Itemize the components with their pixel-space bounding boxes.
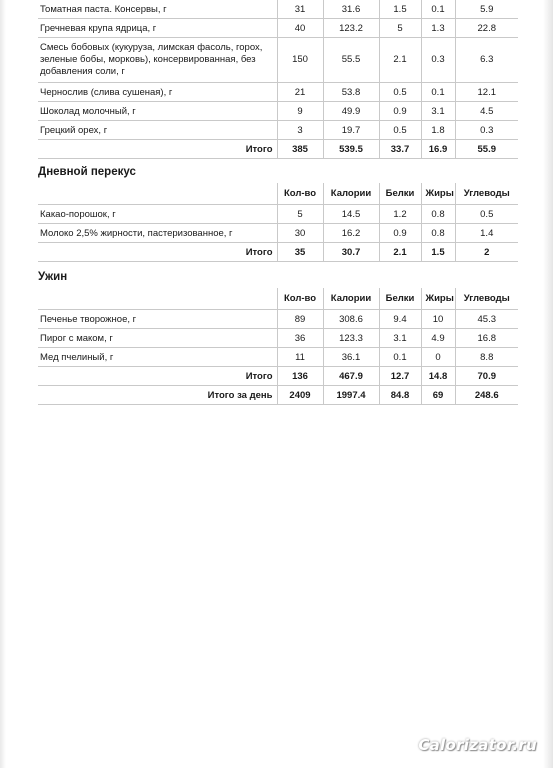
fat-cell: 0.1	[421, 83, 455, 102]
col-header-qty: Кол-во	[277, 183, 323, 205]
qty-cell: 21	[277, 83, 323, 102]
cal-cell: 1997.4	[323, 386, 379, 405]
table-row	[38, 310, 518, 329]
prot-cell: 33.7	[379, 140, 421, 159]
fat-cell: 4.9	[421, 329, 455, 348]
total-row	[38, 140, 518, 159]
qty-cell: 36	[277, 329, 323, 348]
cal-cell: 16.2	[323, 224, 379, 243]
food-name: Грецкий орех, г	[38, 121, 277, 140]
food-name: Молоко 2,5% жирности, пастеризованное, г	[38, 224, 277, 243]
qty-cell: 385	[277, 140, 323, 159]
cal-cell: 55.5	[323, 38, 379, 83]
prot-cell: 2.1	[379, 243, 421, 262]
table-row	[38, 205, 518, 224]
prot-cell: 5	[379, 19, 421, 38]
qty-cell: 35	[277, 243, 323, 262]
fat-cell: 3.1	[421, 102, 455, 121]
col-header-carbs: Углеводы	[455, 288, 518, 310]
carb-cell: 248.6	[455, 386, 518, 405]
prot-cell: 1.2	[379, 205, 421, 224]
cal-cell: 30.7	[323, 243, 379, 262]
col-header-carbs: Углеводы	[455, 183, 518, 205]
cal-cell: 467.9	[323, 367, 379, 386]
carb-cell: 0.5	[455, 205, 518, 224]
food-name: Томатная паста. Консервы, г	[38, 0, 277, 19]
food-name: Пирог с маком, г	[38, 329, 277, 348]
section-title: Ужин	[38, 271, 68, 283]
carb-cell: 0.3	[455, 121, 518, 140]
header-row	[38, 183, 518, 205]
dinner-table	[38, 288, 518, 405]
col-header-calories: Калории	[323, 183, 379, 205]
prot-cell: 0.9	[379, 102, 421, 121]
prot-cell: 0.5	[379, 121, 421, 140]
col-header-fat: Жиры	[421, 183, 455, 205]
fat-cell: 0.1	[421, 0, 455, 19]
watermark: Calorizator.ru	[418, 736, 537, 754]
total-label: Итого	[38, 243, 277, 262]
carb-cell: 70.9	[455, 367, 518, 386]
carb-cell: 2	[455, 243, 518, 262]
col-header-protein: Белки	[379, 183, 421, 205]
qty-cell: 40	[277, 19, 323, 38]
cal-cell: 19.7	[323, 121, 379, 140]
table-row	[38, 348, 518, 367]
col-header-protein: Белки	[379, 288, 421, 310]
fat-cell: 14.8	[421, 367, 455, 386]
qty-cell: 136	[277, 367, 323, 386]
prot-cell: 1.5	[379, 0, 421, 19]
table-row	[38, 121, 518, 140]
col-header-calories: Калории	[323, 288, 379, 310]
qty-cell: 3	[277, 121, 323, 140]
table-row	[38, 38, 518, 83]
table-row	[38, 224, 518, 243]
carb-cell: 22.8	[455, 19, 518, 38]
cal-cell: 123.2	[323, 19, 379, 38]
cal-cell: 539.5	[323, 140, 379, 159]
blank-header	[38, 288, 277, 310]
food-name: Гречневая крупа ядрица, г	[38, 19, 277, 38]
carb-cell: 45.3	[455, 310, 518, 329]
prot-cell: 0.9	[379, 224, 421, 243]
qty-cell: 9	[277, 102, 323, 121]
qty-cell: 31	[277, 0, 323, 19]
qty-cell: 2409	[277, 386, 323, 405]
header-row	[38, 288, 518, 310]
lunch-table	[38, 0, 518, 159]
cal-cell: 36.1	[323, 348, 379, 367]
fat-cell: 0.3	[421, 38, 455, 83]
total-label: Итого	[38, 367, 277, 386]
fat-cell: 69	[421, 386, 455, 405]
table-row	[38, 83, 518, 102]
cal-cell: 14.5	[323, 205, 379, 224]
qty-cell: 150	[277, 38, 323, 83]
blank-header	[38, 183, 277, 205]
cal-cell: 49.9	[323, 102, 379, 121]
col-header-fat: Жиры	[421, 288, 455, 310]
carb-cell: 4.5	[455, 102, 518, 121]
table-row	[38, 0, 518, 19]
qty-cell: 5	[277, 205, 323, 224]
fat-cell: 16.9	[421, 140, 455, 159]
total-row	[38, 243, 518, 262]
food-name: Мед пчелиный, г	[38, 348, 277, 367]
carb-cell: 16.8	[455, 329, 518, 348]
fat-cell: 0.8	[421, 205, 455, 224]
total-label: Итого	[38, 140, 277, 159]
carb-cell: 1.4	[455, 224, 518, 243]
fat-cell: 1.3	[421, 19, 455, 38]
carb-cell: 55.9	[455, 140, 518, 159]
carb-cell: 5.9	[455, 0, 518, 19]
day-total-label: Итого за день	[38, 386, 277, 405]
food-name: Какао-порошок, г	[38, 205, 277, 224]
prot-cell: 84.8	[379, 386, 421, 405]
table-row	[38, 19, 518, 38]
prot-cell: 2.1	[379, 38, 421, 83]
total-row	[38, 367, 518, 386]
fat-cell: 0.8	[421, 224, 455, 243]
cal-cell: 308.6	[323, 310, 379, 329]
col-header-qty: Кол-во	[277, 288, 323, 310]
day-total-row	[38, 386, 518, 405]
prot-cell: 0.1	[379, 348, 421, 367]
cal-cell: 31.6	[323, 0, 379, 19]
cal-cell: 123.3	[323, 329, 379, 348]
carb-cell: 12.1	[455, 83, 518, 102]
prot-cell: 0.5	[379, 83, 421, 102]
table-row	[38, 329, 518, 348]
section-title: Дневной перекус	[38, 166, 136, 178]
snack-table	[38, 183, 518, 262]
fat-cell: 1.8	[421, 121, 455, 140]
qty-cell: 30	[277, 224, 323, 243]
food-name: Чернослив (слива сушеная), г	[38, 83, 277, 102]
prot-cell: 3.1	[379, 329, 421, 348]
fat-cell: 1.5	[421, 243, 455, 262]
table-row	[38, 102, 518, 121]
carb-cell: 8.8	[455, 348, 518, 367]
fat-cell: 0	[421, 348, 455, 367]
prot-cell: 9.4	[379, 310, 421, 329]
qty-cell: 11	[277, 348, 323, 367]
carb-cell: 6.3	[455, 38, 518, 83]
prot-cell: 12.7	[379, 367, 421, 386]
food-name: Смесь бобовых (кукуруза, лимская фасоль, горох, зеленые бобы, морковь), консервированная, без добавления соли, г	[38, 38, 277, 83]
food-name: Печенье творожное, г	[38, 310, 277, 329]
food-name: Шоколад молочный, г	[38, 102, 277, 121]
document-page	[38, 0, 518, 405]
cal-cell: 53.8	[323, 83, 379, 102]
qty-cell: 89	[277, 310, 323, 329]
fat-cell: 10	[421, 310, 455, 329]
